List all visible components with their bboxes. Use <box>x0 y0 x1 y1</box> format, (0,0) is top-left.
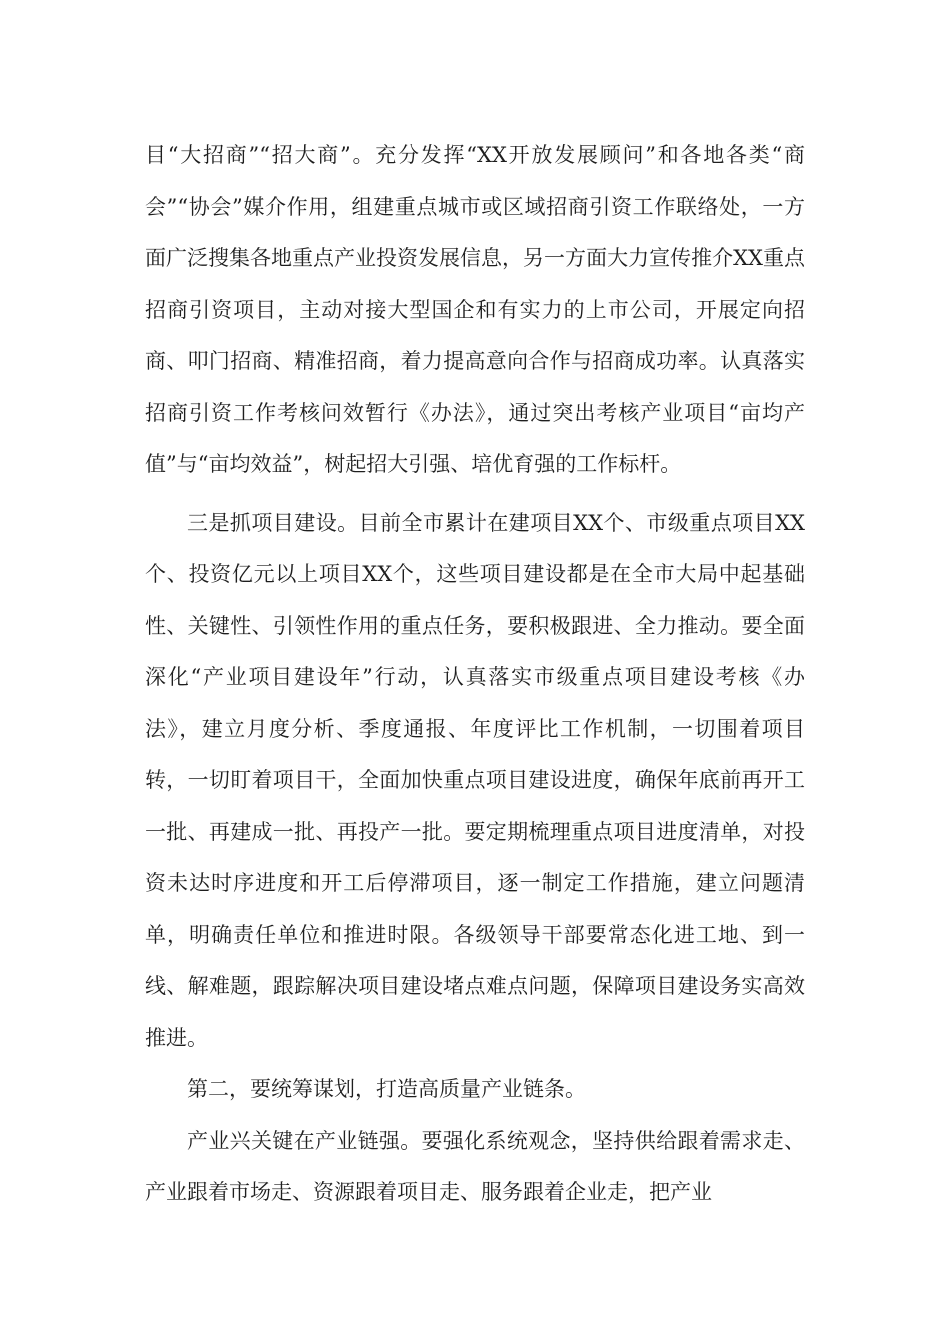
paragraph-3: 产业兴关键在产业链强。要强化系统观念，坚持供给跟着需求走、产业跟着市场走、资源跟着项目走、服务跟着企业走，把产业 <box>145 1128 805 1204</box>
section-heading: 第二，要统筹谋划，打造高质量产业链条。 <box>187 1077 586 1101</box>
paragraph-2: 三是抓项目建设。目前全市累计在建项目XX个、市级重点项目XX个、投资亿元以上项目XX个，这些项目建设都是在全市大局中起基础性、关键性、引领性作用的重点任务，要积极跟进、全力推动。要全面深化“产业项目建设年”行动，认真落实市级重点项目建设考核《办法》，建立月度分析、季度通报、年度评比工作机制，一切围着项目转，一切盯着项目干，全面加快重点项目建设进度，确保年底前再开工一批、再建成一批、再投产一批。要定期梳理重点项目进度清单，对投资未达时序进度和开工后停滞项目，逐一制定工作措施，建立问题清单，明确责任单位和推进时限。各级领导干部要常态化进工地、到一线、解难题，跟踪解决项目建设堵点难点问题，保障项目建设务实高效推进。 <box>145 510 805 1050</box>
document-body <box>145 130 805 1219</box>
paragraph-gap <box>145 491 805 498</box>
paragraph-1: 目“大招商”“招大商”。充分发挥“XX开放发展顾问”和各地各类“商会”“协会”媒介作用，组建重点城市或区域招商引资工作联络处，一方面广泛搜集各地重点产业投资发展信息，另一方面大力宣传推介XX重点招商引资项目，主动对接大型国企和有实力的上市公司，开展定向招商、叩门招商、精准招商，着力提高意向合作与招商成功率。认真落实招商引资工作考核问效暂行《办法》，通过突出考核产业项目“亩均产值”与“亩均效益”，树起招大引强、培优育强的工作标杆。 <box>145 143 805 476</box>
